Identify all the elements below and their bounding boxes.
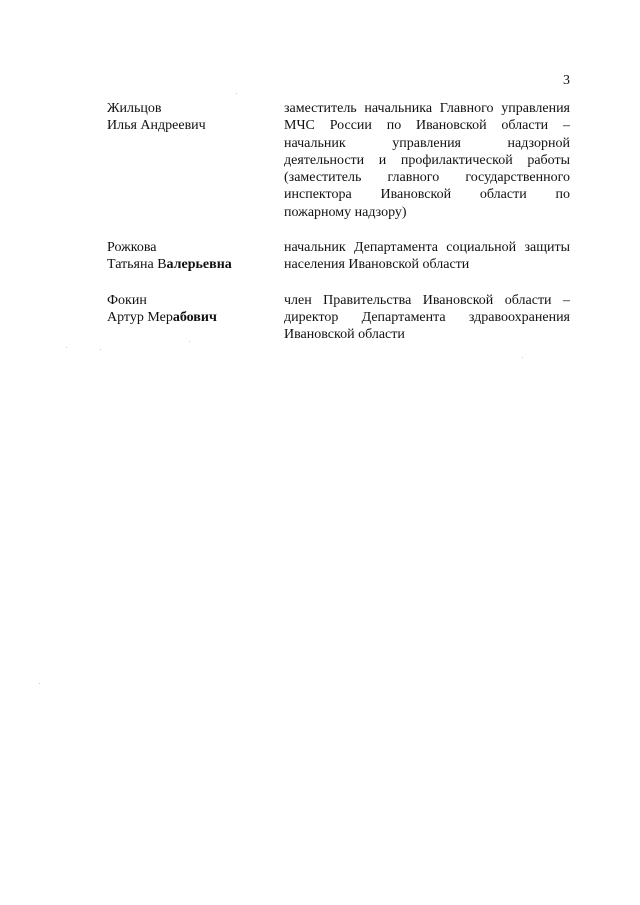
- scan-speck: [100, 349, 101, 350]
- given-name: [107, 309, 284, 326]
- position-line: директор Департамента здравоохранения: [284, 309, 570, 325]
- scan-speck: [39, 683, 40, 684]
- person-name: [107, 100, 284, 221]
- given-name-part: Татьяна В: [107, 257, 167, 273]
- page-number: 3: [563, 73, 570, 88]
- surname: Фокин: [107, 292, 147, 308]
- list-entry-rozhkova: [107, 239, 570, 274]
- personnel-list: [107, 100, 570, 344]
- position-description: [284, 100, 570, 221]
- position-line: инспектора Ивановской области по: [284, 187, 570, 203]
- position-line: деятельности и профилактической работы: [284, 152, 570, 168]
- position-line: начальник управления надзорной: [284, 135, 570, 151]
- person-name: [107, 292, 284, 344]
- given-name-part: Артур Мер: [107, 309, 173, 325]
- scan-speck: [236, 93, 237, 94]
- position-line: член Правительства Ивановской области –: [284, 292, 570, 308]
- scan-speck: [66, 347, 67, 348]
- scan-speck: [189, 341, 190, 342]
- given-name-part-bold: алерьевна: [166, 257, 232, 273]
- given-name: Илья Андреевич: [107, 118, 206, 134]
- list-entry-fokin: [107, 292, 570, 344]
- person-name: [107, 239, 284, 274]
- position-line: пожарному надзору): [284, 204, 407, 220]
- given-name: [107, 256, 284, 273]
- scan-speck: [522, 357, 523, 358]
- list-entry-zhiltsov: [107, 100, 570, 221]
- surname: Жильцов: [107, 101, 162, 116]
- surname: Рожкова: [107, 240, 157, 256]
- given-name-part-bold: абович: [172, 309, 217, 325]
- position-line: (заместитель главного государственного: [284, 170, 570, 186]
- position-line: населения Ивановской области: [284, 257, 470, 273]
- position-line: начальник Департамента социальной защиты: [284, 240, 570, 256]
- position-line: МЧС России по Ивановской области –: [284, 118, 570, 134]
- position-line: Ивановской области: [284, 327, 405, 343]
- position-description: [284, 292, 570, 344]
- position-line: заместитель начальника Главного управления: [284, 101, 570, 116]
- position-description: [284, 239, 570, 274]
